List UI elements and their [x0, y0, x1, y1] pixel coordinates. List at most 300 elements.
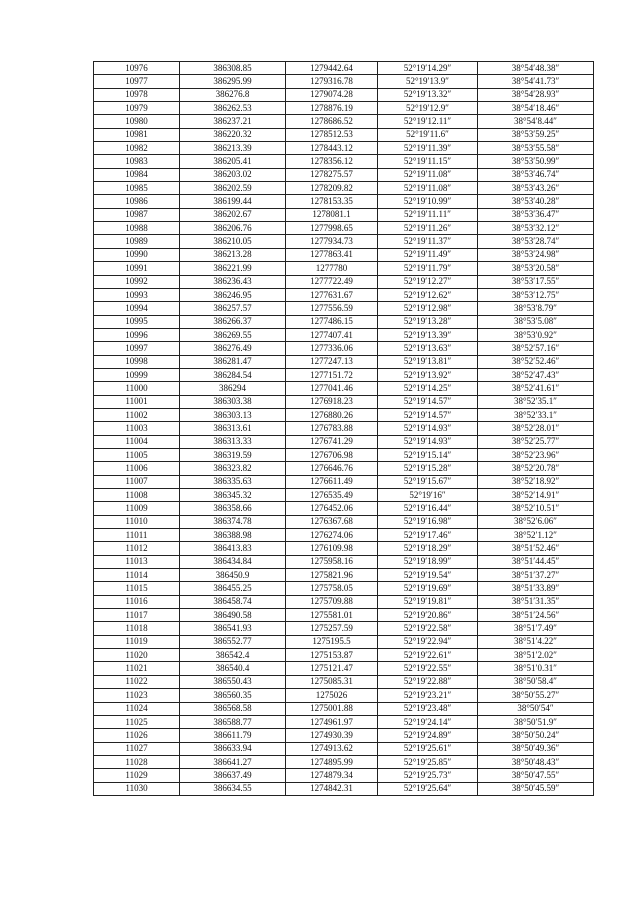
point-number-cell: 11009 — [94, 502, 180, 515]
y-coordinate-cell: 1277151.72 — [286, 368, 378, 381]
coordinates-table-body — [94, 62, 594, 796]
latitude-cell: 52°19′14.93″ — [378, 435, 478, 448]
table-row — [94, 235, 594, 248]
y-coordinate-cell: 1276452.06 — [286, 502, 378, 515]
longitude-cell: 38°52′10.51″ — [478, 502, 594, 515]
longitude-cell: 38°53′0.92″ — [478, 328, 594, 341]
table-row — [94, 182, 594, 195]
longitude-cell: 38°52′23.96″ — [478, 448, 594, 461]
latitude-cell: 52°19′11.11″ — [378, 208, 478, 221]
table-row — [94, 102, 594, 115]
x-coordinate-cell: 386295.99 — [180, 75, 286, 88]
coordinates-table — [93, 61, 594, 796]
latitude-cell: 52°19′24.14″ — [378, 715, 478, 728]
y-coordinate-cell: 1275257.59 — [286, 622, 378, 635]
point-number-cell: 11006 — [94, 462, 180, 475]
point-number-cell: 10976 — [94, 62, 180, 75]
y-coordinate-cell: 1277041.46 — [286, 382, 378, 395]
table-row — [94, 769, 594, 782]
x-coordinate-cell: 386203.02 — [180, 168, 286, 181]
table-row — [94, 742, 594, 755]
x-coordinate-cell: 386633.94 — [180, 742, 286, 755]
table-row — [94, 155, 594, 168]
x-coordinate-cell: 386236.43 — [180, 275, 286, 288]
latitude-cell: 52°19′13.92″ — [378, 368, 478, 381]
x-coordinate-cell: 386552.77 — [180, 635, 286, 648]
latitude-cell: 52°19′19.69″ — [378, 582, 478, 595]
x-coordinate-cell: 386588.77 — [180, 715, 286, 728]
longitude-cell: 38°53′20.58″ — [478, 262, 594, 275]
point-number-cell: 10992 — [94, 275, 180, 288]
table-row — [94, 128, 594, 141]
latitude-cell: 52°19′19.54″ — [378, 569, 478, 582]
latitude-cell: 52°19′13.28″ — [378, 315, 478, 328]
point-number-cell: 11001 — [94, 395, 180, 408]
y-coordinate-cell: 1278356.12 — [286, 155, 378, 168]
longitude-cell: 38°51′0.31″ — [478, 662, 594, 675]
table-row — [94, 62, 594, 75]
table-row — [94, 222, 594, 235]
x-coordinate-cell: 386450.9 — [180, 569, 286, 582]
point-number-cell: 11007 — [94, 475, 180, 488]
point-number-cell: 10984 — [94, 168, 180, 181]
point-number-cell: 11013 — [94, 555, 180, 568]
longitude-cell: 38°53′24.98″ — [478, 248, 594, 261]
point-number-cell: 10991 — [94, 262, 180, 275]
y-coordinate-cell: 1276646.76 — [286, 462, 378, 475]
table-row — [94, 635, 594, 648]
x-coordinate-cell: 386303.38 — [180, 395, 286, 408]
x-coordinate-cell: 386220.32 — [180, 128, 286, 141]
longitude-cell: 38°53′43.26″ — [478, 182, 594, 195]
longitude-cell: 38°51′37.27″ — [478, 569, 594, 582]
table-row — [94, 662, 594, 675]
latitude-cell: 52°19′15.14″ — [378, 448, 478, 461]
y-coordinate-cell: 1276918.23 — [286, 395, 378, 408]
latitude-cell: 52°19′11.6″ — [378, 128, 478, 141]
latitude-cell: 52°19′10.99″ — [378, 195, 478, 208]
point-number-cell: 10995 — [94, 315, 180, 328]
longitude-cell: 38°51′44.45″ — [478, 555, 594, 568]
point-number-cell: 11015 — [94, 582, 180, 595]
point-number-cell: 11008 — [94, 489, 180, 502]
x-coordinate-cell: 386434.84 — [180, 555, 286, 568]
x-coordinate-cell: 386637.49 — [180, 769, 286, 782]
latitude-cell: 52°19′14.29″ — [378, 62, 478, 75]
table-row — [94, 302, 594, 315]
point-number-cell: 10994 — [94, 302, 180, 315]
latitude-cell: 52°19′11.49″ — [378, 248, 478, 261]
y-coordinate-cell: 1274930.39 — [286, 729, 378, 742]
y-coordinate-cell: 1277556.59 — [286, 302, 378, 315]
point-number-cell: 11014 — [94, 569, 180, 582]
x-coordinate-cell: 386641.27 — [180, 755, 286, 768]
point-number-cell: 11019 — [94, 635, 180, 648]
y-coordinate-cell: 1277407.41 — [286, 328, 378, 341]
table-row — [94, 529, 594, 542]
table-row — [94, 462, 594, 475]
y-coordinate-cell: 1278512.53 — [286, 128, 378, 141]
point-number-cell: 11000 — [94, 382, 180, 395]
x-coordinate-cell: 386455.25 — [180, 582, 286, 595]
x-coordinate-cell: 386213.28 — [180, 248, 286, 261]
y-coordinate-cell: 1276367.68 — [286, 515, 378, 528]
latitude-cell: 52°19′23.48″ — [378, 702, 478, 715]
longitude-cell: 38°53′40.28″ — [478, 195, 594, 208]
table-row — [94, 609, 594, 622]
y-coordinate-cell: 1274895.99 — [286, 755, 378, 768]
x-coordinate-cell: 386221.99 — [180, 262, 286, 275]
point-number-cell: 10988 — [94, 222, 180, 235]
latitude-cell: 52°19′22.94″ — [378, 635, 478, 648]
x-coordinate-cell: 386388.98 — [180, 529, 286, 542]
table-row — [94, 702, 594, 715]
point-number-cell: 11027 — [94, 742, 180, 755]
x-coordinate-cell: 386335.63 — [180, 475, 286, 488]
latitude-cell: 52°19′18.29″ — [378, 542, 478, 555]
point-number-cell: 11025 — [94, 715, 180, 728]
table-row — [94, 675, 594, 688]
table-row — [94, 75, 594, 88]
latitude-cell: 52°19′25.85″ — [378, 755, 478, 768]
point-number-cell: 10986 — [94, 195, 180, 208]
y-coordinate-cell: 1275758.05 — [286, 582, 378, 595]
longitude-cell: 38°53′8.79″ — [478, 302, 594, 315]
point-number-cell: 10982 — [94, 142, 180, 155]
table-row — [94, 248, 594, 261]
y-coordinate-cell: 1277336.06 — [286, 342, 378, 355]
point-number-cell: 10993 — [94, 288, 180, 301]
longitude-cell: 38°51′33.89″ — [478, 582, 594, 595]
y-coordinate-cell: 1276109.98 — [286, 542, 378, 555]
x-coordinate-cell: 386550.43 — [180, 675, 286, 688]
longitude-cell: 38°53′55.58″ — [478, 142, 594, 155]
y-coordinate-cell: 1274842.31 — [286, 782, 378, 795]
y-coordinate-cell: 1277998.65 — [286, 222, 378, 235]
x-coordinate-cell: 386210.05 — [180, 235, 286, 248]
point-number-cell: 11022 — [94, 675, 180, 688]
point-number-cell: 11021 — [94, 662, 180, 675]
longitude-cell: 38°50′58.4″ — [478, 675, 594, 688]
x-coordinate-cell: 386266.37 — [180, 315, 286, 328]
y-coordinate-cell: 1275709.88 — [286, 595, 378, 608]
x-coordinate-cell: 386199.44 — [180, 195, 286, 208]
y-coordinate-cell: 1276274.06 — [286, 529, 378, 542]
table-row — [94, 168, 594, 181]
y-coordinate-cell: 1278275.57 — [286, 168, 378, 181]
table-row — [94, 489, 594, 502]
longitude-cell: 38°52′35.1″ — [478, 395, 594, 408]
y-coordinate-cell: 1277486.15 — [286, 315, 378, 328]
longitude-cell: 38°53′50.99″ — [478, 155, 594, 168]
point-number-cell: 11018 — [94, 622, 180, 635]
x-coordinate-cell: 386281.47 — [180, 355, 286, 368]
x-coordinate-cell: 386458.74 — [180, 595, 286, 608]
latitude-cell: 52°19′13.39″ — [378, 328, 478, 341]
x-coordinate-cell: 386246.95 — [180, 288, 286, 301]
longitude-cell: 38°52′41.61″ — [478, 382, 594, 395]
x-coordinate-cell: 386213.39 — [180, 142, 286, 155]
x-coordinate-cell: 386560.35 — [180, 689, 286, 702]
point-number-cell: 11005 — [94, 448, 180, 461]
longitude-cell: 38°52′1.12″ — [478, 529, 594, 542]
y-coordinate-cell: 1279442.64 — [286, 62, 378, 75]
x-coordinate-cell: 386542.4 — [180, 649, 286, 662]
longitude-cell: 38°52′14.91″ — [478, 489, 594, 502]
y-coordinate-cell: 1275153.87 — [286, 649, 378, 662]
table-row — [94, 422, 594, 435]
point-number-cell: 10980 — [94, 115, 180, 128]
x-coordinate-cell: 386294 — [180, 382, 286, 395]
x-coordinate-cell: 386308.85 — [180, 62, 286, 75]
y-coordinate-cell: 1277247.13 — [286, 355, 378, 368]
latitude-cell: 52°19′15.67″ — [378, 475, 478, 488]
longitude-cell: 38°51′4.22″ — [478, 635, 594, 648]
x-coordinate-cell: 386269.55 — [180, 328, 286, 341]
x-coordinate-cell: 386257.57 — [180, 302, 286, 315]
longitude-cell: 38°52′52.46″ — [478, 355, 594, 368]
table-row — [94, 475, 594, 488]
longitude-cell: 38°50′48.43″ — [478, 755, 594, 768]
latitude-cell: 52°19′11.15″ — [378, 155, 478, 168]
longitude-cell: 38°52′25.77″ — [478, 435, 594, 448]
table-row — [94, 315, 594, 328]
latitude-cell: 52°19′11.79″ — [378, 262, 478, 275]
longitude-cell: 38°51′2.02″ — [478, 649, 594, 662]
y-coordinate-cell: 1276880.26 — [286, 408, 378, 421]
longitude-cell: 38°51′31.35″ — [478, 595, 594, 608]
y-coordinate-cell: 1279316.78 — [286, 75, 378, 88]
x-coordinate-cell: 386413.83 — [180, 542, 286, 555]
longitude-cell: 38°51′24.56″ — [478, 609, 594, 622]
table-row — [94, 435, 594, 448]
longitude-cell: 38°50′54″ — [478, 702, 594, 715]
latitude-cell: 52°19′14.25″ — [378, 382, 478, 395]
table-row — [94, 195, 594, 208]
longitude-cell: 38°50′47.55″ — [478, 769, 594, 782]
table-row — [94, 502, 594, 515]
y-coordinate-cell: 1276783.88 — [286, 422, 378, 435]
point-number-cell: 11010 — [94, 515, 180, 528]
y-coordinate-cell: 1275085.31 — [286, 675, 378, 688]
table-row — [94, 142, 594, 155]
latitude-cell: 52°19′25.61″ — [378, 742, 478, 755]
point-number-cell: 11017 — [94, 609, 180, 622]
latitude-cell: 52°19′11.08″ — [378, 182, 478, 195]
longitude-cell: 38°51′7.49″ — [478, 622, 594, 635]
latitude-cell: 52°19′13.81″ — [378, 355, 478, 368]
longitude-cell: 38°54′28.93″ — [478, 88, 594, 101]
latitude-cell: 52°19′11.39″ — [378, 142, 478, 155]
latitude-cell: 52°19′18.99″ — [378, 555, 478, 568]
x-coordinate-cell: 386262.53 — [180, 102, 286, 115]
latitude-cell: 52°19′25.73″ — [378, 769, 478, 782]
y-coordinate-cell: 1278081.1 — [286, 208, 378, 221]
x-coordinate-cell: 386206.76 — [180, 222, 286, 235]
point-number-cell: 10997 — [94, 342, 180, 355]
longitude-cell: 38°53′5.08″ — [478, 315, 594, 328]
x-coordinate-cell: 386237.21 — [180, 115, 286, 128]
y-coordinate-cell: 1274879.34 — [286, 769, 378, 782]
y-coordinate-cell: 1278153.35 — [286, 195, 378, 208]
latitude-cell: 52°19′12.9″ — [378, 102, 478, 115]
x-coordinate-cell: 386634.55 — [180, 782, 286, 795]
longitude-cell: 38°52′33.1″ — [478, 408, 594, 421]
x-coordinate-cell: 386202.67 — [180, 208, 286, 221]
longitude-cell: 38°50′50.24″ — [478, 729, 594, 742]
point-number-cell: 11030 — [94, 782, 180, 795]
y-coordinate-cell: 1276741.29 — [286, 435, 378, 448]
x-coordinate-cell: 386374.78 — [180, 515, 286, 528]
point-number-cell: 10989 — [94, 235, 180, 248]
y-coordinate-cell: 1277722.49 — [286, 275, 378, 288]
point-number-cell: 11026 — [94, 729, 180, 742]
x-coordinate-cell: 386313.33 — [180, 435, 286, 448]
longitude-cell: 38°50′49.36″ — [478, 742, 594, 755]
longitude-cell: 38°52′20.78″ — [478, 462, 594, 475]
x-coordinate-cell: 386611.79 — [180, 729, 286, 742]
table-row — [94, 569, 594, 582]
y-coordinate-cell: 1275026 — [286, 689, 378, 702]
longitude-cell: 38°50′55.27″ — [478, 689, 594, 702]
latitude-cell: 52°19′14.57″ — [378, 408, 478, 421]
latitude-cell: 52°19′19.81″ — [378, 595, 478, 608]
point-number-cell: 10996 — [94, 328, 180, 341]
y-coordinate-cell: 1277631.67 — [286, 288, 378, 301]
point-number-cell: 10979 — [94, 102, 180, 115]
longitude-cell: 38°54′48.38″ — [478, 62, 594, 75]
y-coordinate-cell: 1275821.96 — [286, 569, 378, 582]
x-coordinate-cell: 386358.66 — [180, 502, 286, 515]
latitude-cell: 52°19′22.58″ — [378, 622, 478, 635]
point-number-cell: 10978 — [94, 88, 180, 101]
x-coordinate-cell: 386323.82 — [180, 462, 286, 475]
y-coordinate-cell: 1275001.88 — [286, 702, 378, 715]
latitude-cell: 52°19′11.08″ — [378, 168, 478, 181]
point-number-cell: 11004 — [94, 435, 180, 448]
longitude-cell: 38°52′18.92″ — [478, 475, 594, 488]
y-coordinate-cell: 1276706.98 — [286, 448, 378, 461]
x-coordinate-cell: 386205.41 — [180, 155, 286, 168]
table-row — [94, 328, 594, 341]
point-number-cell: 10981 — [94, 128, 180, 141]
table-row — [94, 408, 594, 421]
point-number-cell: 10998 — [94, 355, 180, 368]
y-coordinate-cell: 1275581.01 — [286, 609, 378, 622]
longitude-cell: 38°53′46.74″ — [478, 168, 594, 181]
x-coordinate-cell: 386541.93 — [180, 622, 286, 635]
y-coordinate-cell: 1276535.49 — [286, 489, 378, 502]
table-row — [94, 342, 594, 355]
point-number-cell: 11020 — [94, 649, 180, 662]
latitude-cell: 52°19′13.9″ — [378, 75, 478, 88]
table-row — [94, 448, 594, 461]
y-coordinate-cell: 1277863.41 — [286, 248, 378, 261]
latitude-cell: 52°19′11.37″ — [378, 235, 478, 248]
latitude-cell: 52°19′12.11″ — [378, 115, 478, 128]
x-coordinate-cell: 386284.54 — [180, 368, 286, 381]
table-row — [94, 275, 594, 288]
latitude-cell: 52°19′23.21″ — [378, 689, 478, 702]
point-number-cell: 10983 — [94, 155, 180, 168]
longitude-cell: 38°53′28.74″ — [478, 235, 594, 248]
y-coordinate-cell: 1278443.12 — [286, 142, 378, 155]
table-row — [94, 755, 594, 768]
table-row — [94, 582, 594, 595]
latitude-cell: 52°19′15.28″ — [378, 462, 478, 475]
point-number-cell: 11029 — [94, 769, 180, 782]
latitude-cell: 52°19′24.89″ — [378, 729, 478, 742]
x-coordinate-cell: 386202.59 — [180, 182, 286, 195]
point-number-cell: 10987 — [94, 208, 180, 221]
longitude-cell: 38°51′52.46″ — [478, 542, 594, 555]
latitude-cell: 52°19′22.55″ — [378, 662, 478, 675]
y-coordinate-cell: 1278686.52 — [286, 115, 378, 128]
table-row — [94, 782, 594, 795]
table-row — [94, 395, 594, 408]
table-row — [94, 595, 594, 608]
y-coordinate-cell: 1274961.97 — [286, 715, 378, 728]
table-row — [94, 262, 594, 275]
x-coordinate-cell: 386276.8 — [180, 88, 286, 101]
latitude-cell: 52°19′20.86″ — [378, 609, 478, 622]
latitude-cell: 52°19′16.98″ — [378, 515, 478, 528]
point-number-cell: 11012 — [94, 542, 180, 555]
point-number-cell: 10999 — [94, 368, 180, 381]
y-coordinate-cell: 1275195.5 — [286, 635, 378, 648]
latitude-cell: 52°19′14.93″ — [378, 422, 478, 435]
latitude-cell: 52°19′12.27″ — [378, 275, 478, 288]
table-row — [94, 689, 594, 702]
table-row — [94, 208, 594, 221]
y-coordinate-cell: 1277780 — [286, 262, 378, 275]
longitude-cell: 38°53′17.55″ — [478, 275, 594, 288]
table-row — [94, 382, 594, 395]
table-row — [94, 115, 594, 128]
x-coordinate-cell: 386540.4 — [180, 662, 286, 675]
x-coordinate-cell: 386276.49 — [180, 342, 286, 355]
table-row — [94, 355, 594, 368]
table-row — [94, 288, 594, 301]
y-coordinate-cell: 1279074.28 — [286, 88, 378, 101]
table-row — [94, 555, 594, 568]
x-coordinate-cell: 386345.32 — [180, 489, 286, 502]
longitude-cell: 38°52′28.01″ — [478, 422, 594, 435]
point-number-cell: 11002 — [94, 408, 180, 421]
x-coordinate-cell: 386313.61 — [180, 422, 286, 435]
table-row — [94, 715, 594, 728]
x-coordinate-cell: 386303.13 — [180, 408, 286, 421]
latitude-cell: 52°19′12.62″ — [378, 288, 478, 301]
table-row — [94, 729, 594, 742]
table-row — [94, 542, 594, 555]
longitude-cell: 38°54′8.44″ — [478, 115, 594, 128]
latitude-cell: 52°19′22.88″ — [378, 675, 478, 688]
longitude-cell: 38°53′12.75″ — [478, 288, 594, 301]
latitude-cell: 52°19′12.98″ — [378, 302, 478, 315]
latitude-cell: 52°19′16″ — [378, 489, 478, 502]
latitude-cell: 52°19′14.57″ — [378, 395, 478, 408]
longitude-cell: 38°52′6.06″ — [478, 515, 594, 528]
table-row — [94, 515, 594, 528]
longitude-cell: 38°50′45.59″ — [478, 782, 594, 795]
table-row — [94, 88, 594, 101]
longitude-cell: 38°54′18.46″ — [478, 102, 594, 115]
latitude-cell: 52°19′17.46″ — [378, 529, 478, 542]
point-number-cell: 10990 — [94, 248, 180, 261]
longitude-cell: 38°50′51.9″ — [478, 715, 594, 728]
latitude-cell: 52°19′13.32″ — [378, 88, 478, 101]
